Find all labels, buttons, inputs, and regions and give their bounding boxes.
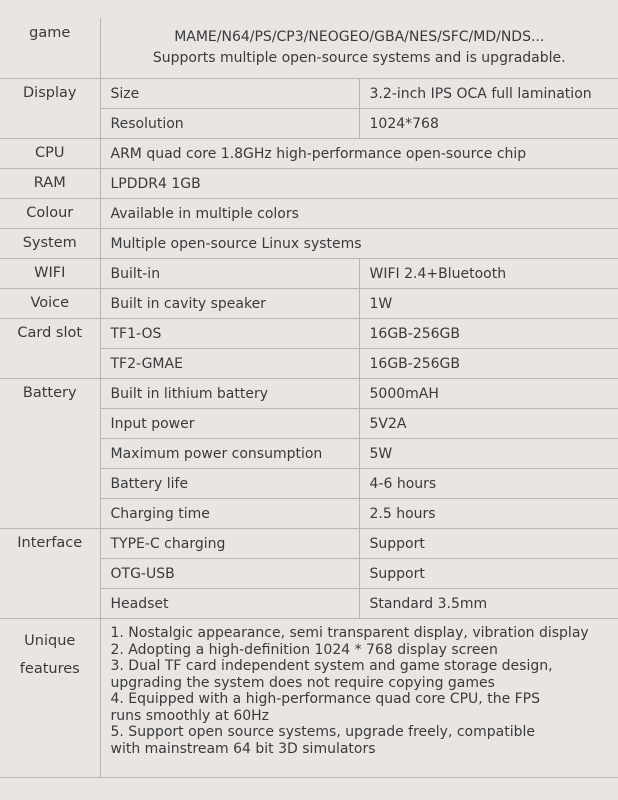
spec-name: Size [100, 79, 359, 109]
spec-value: WIFI 2.4+Bluetooth [359, 259, 618, 289]
spec-value: 16GB-256GB [359, 319, 618, 349]
feature-line: with mainstream 64 bit 3D simulators [110, 740, 376, 757]
spec-name: Built in lithium battery [100, 379, 359, 409]
row-ram [0, 169, 618, 199]
spec-name: Built-in [100, 259, 359, 289]
spec-name: TF1-OS [100, 319, 359, 349]
category-ram: RAM [0, 169, 100, 199]
spec-value: Multiple open-source Linux systems [100, 229, 618, 259]
spec-value: 5W [359, 439, 618, 469]
spec-value: 5V2A [359, 409, 618, 439]
row-cpu [0, 139, 618, 169]
row-card-slot-tf1 [0, 319, 618, 349]
category-wifi: WIFI [0, 259, 100, 289]
spec-name: Maximum power consumption [100, 439, 359, 469]
spec-value: 1W [359, 289, 618, 319]
spec-name: TYPE-C charging [100, 529, 359, 559]
game-line-2: Supports multiple open-source systems and is upgradable. [152, 50, 566, 66]
row-system [0, 229, 618, 259]
spec-name: Charging time [100, 499, 359, 529]
category-cpu: CPU [0, 139, 100, 169]
category-game: game [0, 18, 100, 79]
row-game [0, 18, 618, 79]
spec-table [0, 18, 618, 778]
spec-value: Support [359, 529, 618, 559]
spec-value: Standard 3.5mm [359, 589, 618, 619]
feature-line: 2. Adopting a high-definition 1024 * 768 display screen [110, 641, 498, 658]
feature-line: 4. Equipped with a high-performance quad core CPU, the FPS [110, 691, 541, 707]
category-display: Display [0, 79, 100, 139]
spec-value: Available in multiple colors [100, 199, 618, 229]
category-interface: Interface [0, 529, 100, 619]
feature-line: 1. Nostalgic appearance, semi transparent display, vibration display [110, 625, 589, 641]
row-voice [0, 289, 618, 319]
category-system: System [0, 229, 100, 259]
feature-line: upgrading the system does not require copying games [110, 674, 495, 691]
row-interface-typec [0, 529, 618, 559]
feature-line: 5. Support open source systems, upgrade freely, compatible [110, 724, 535, 740]
row-colour [0, 199, 618, 229]
game-value [100, 18, 618, 79]
row-unique-features [0, 619, 618, 778]
spec-value: 3.2-inch IPS OCA full lamination [359, 79, 618, 109]
spec-name: OTG-USB [100, 559, 359, 589]
spec-value: ARM quad core 1.8GHz high-performance open-source chip [100, 139, 618, 169]
spec-value: 1024*768 [359, 109, 618, 139]
row-display-size [0, 79, 618, 109]
spec-value: 2.5 hours [359, 499, 618, 529]
spec-value: 4-6 hours [359, 469, 618, 499]
feature-line: 3. Dual TF card independent system and game storage design, [110, 658, 553, 674]
spec-name: Headset [100, 589, 359, 619]
game-line-1: MAME/N64/PS/CP3/NEOGEO/GBA/NES/SFC/MD/NDS... [174, 29, 545, 45]
spec-name: TF2-GMAE [100, 349, 359, 379]
spec-value: 16GB-256GB [359, 349, 618, 379]
row-battery-capacity [0, 379, 618, 409]
spec-name: Input power [100, 409, 359, 439]
spec-name: Battery life [100, 469, 359, 499]
row-wifi [0, 259, 618, 289]
unique-features-list [100, 619, 618, 778]
category-battery: Battery [0, 379, 100, 529]
spec-value: LPDDR4 1GB [100, 169, 618, 199]
feature-line: runs smoothly at 60Hz [110, 707, 270, 724]
spec-name: Built in cavity speaker [100, 289, 359, 319]
category-unique-features: Unique features [0, 619, 100, 778]
category-card-slot: Card slot [0, 319, 100, 379]
category-colour: Colour [0, 199, 100, 229]
category-voice: Voice [0, 289, 100, 319]
spec-value: Support [359, 559, 618, 589]
spec-name: Resolution [100, 109, 359, 139]
spec-value: 5000mAH [359, 379, 618, 409]
